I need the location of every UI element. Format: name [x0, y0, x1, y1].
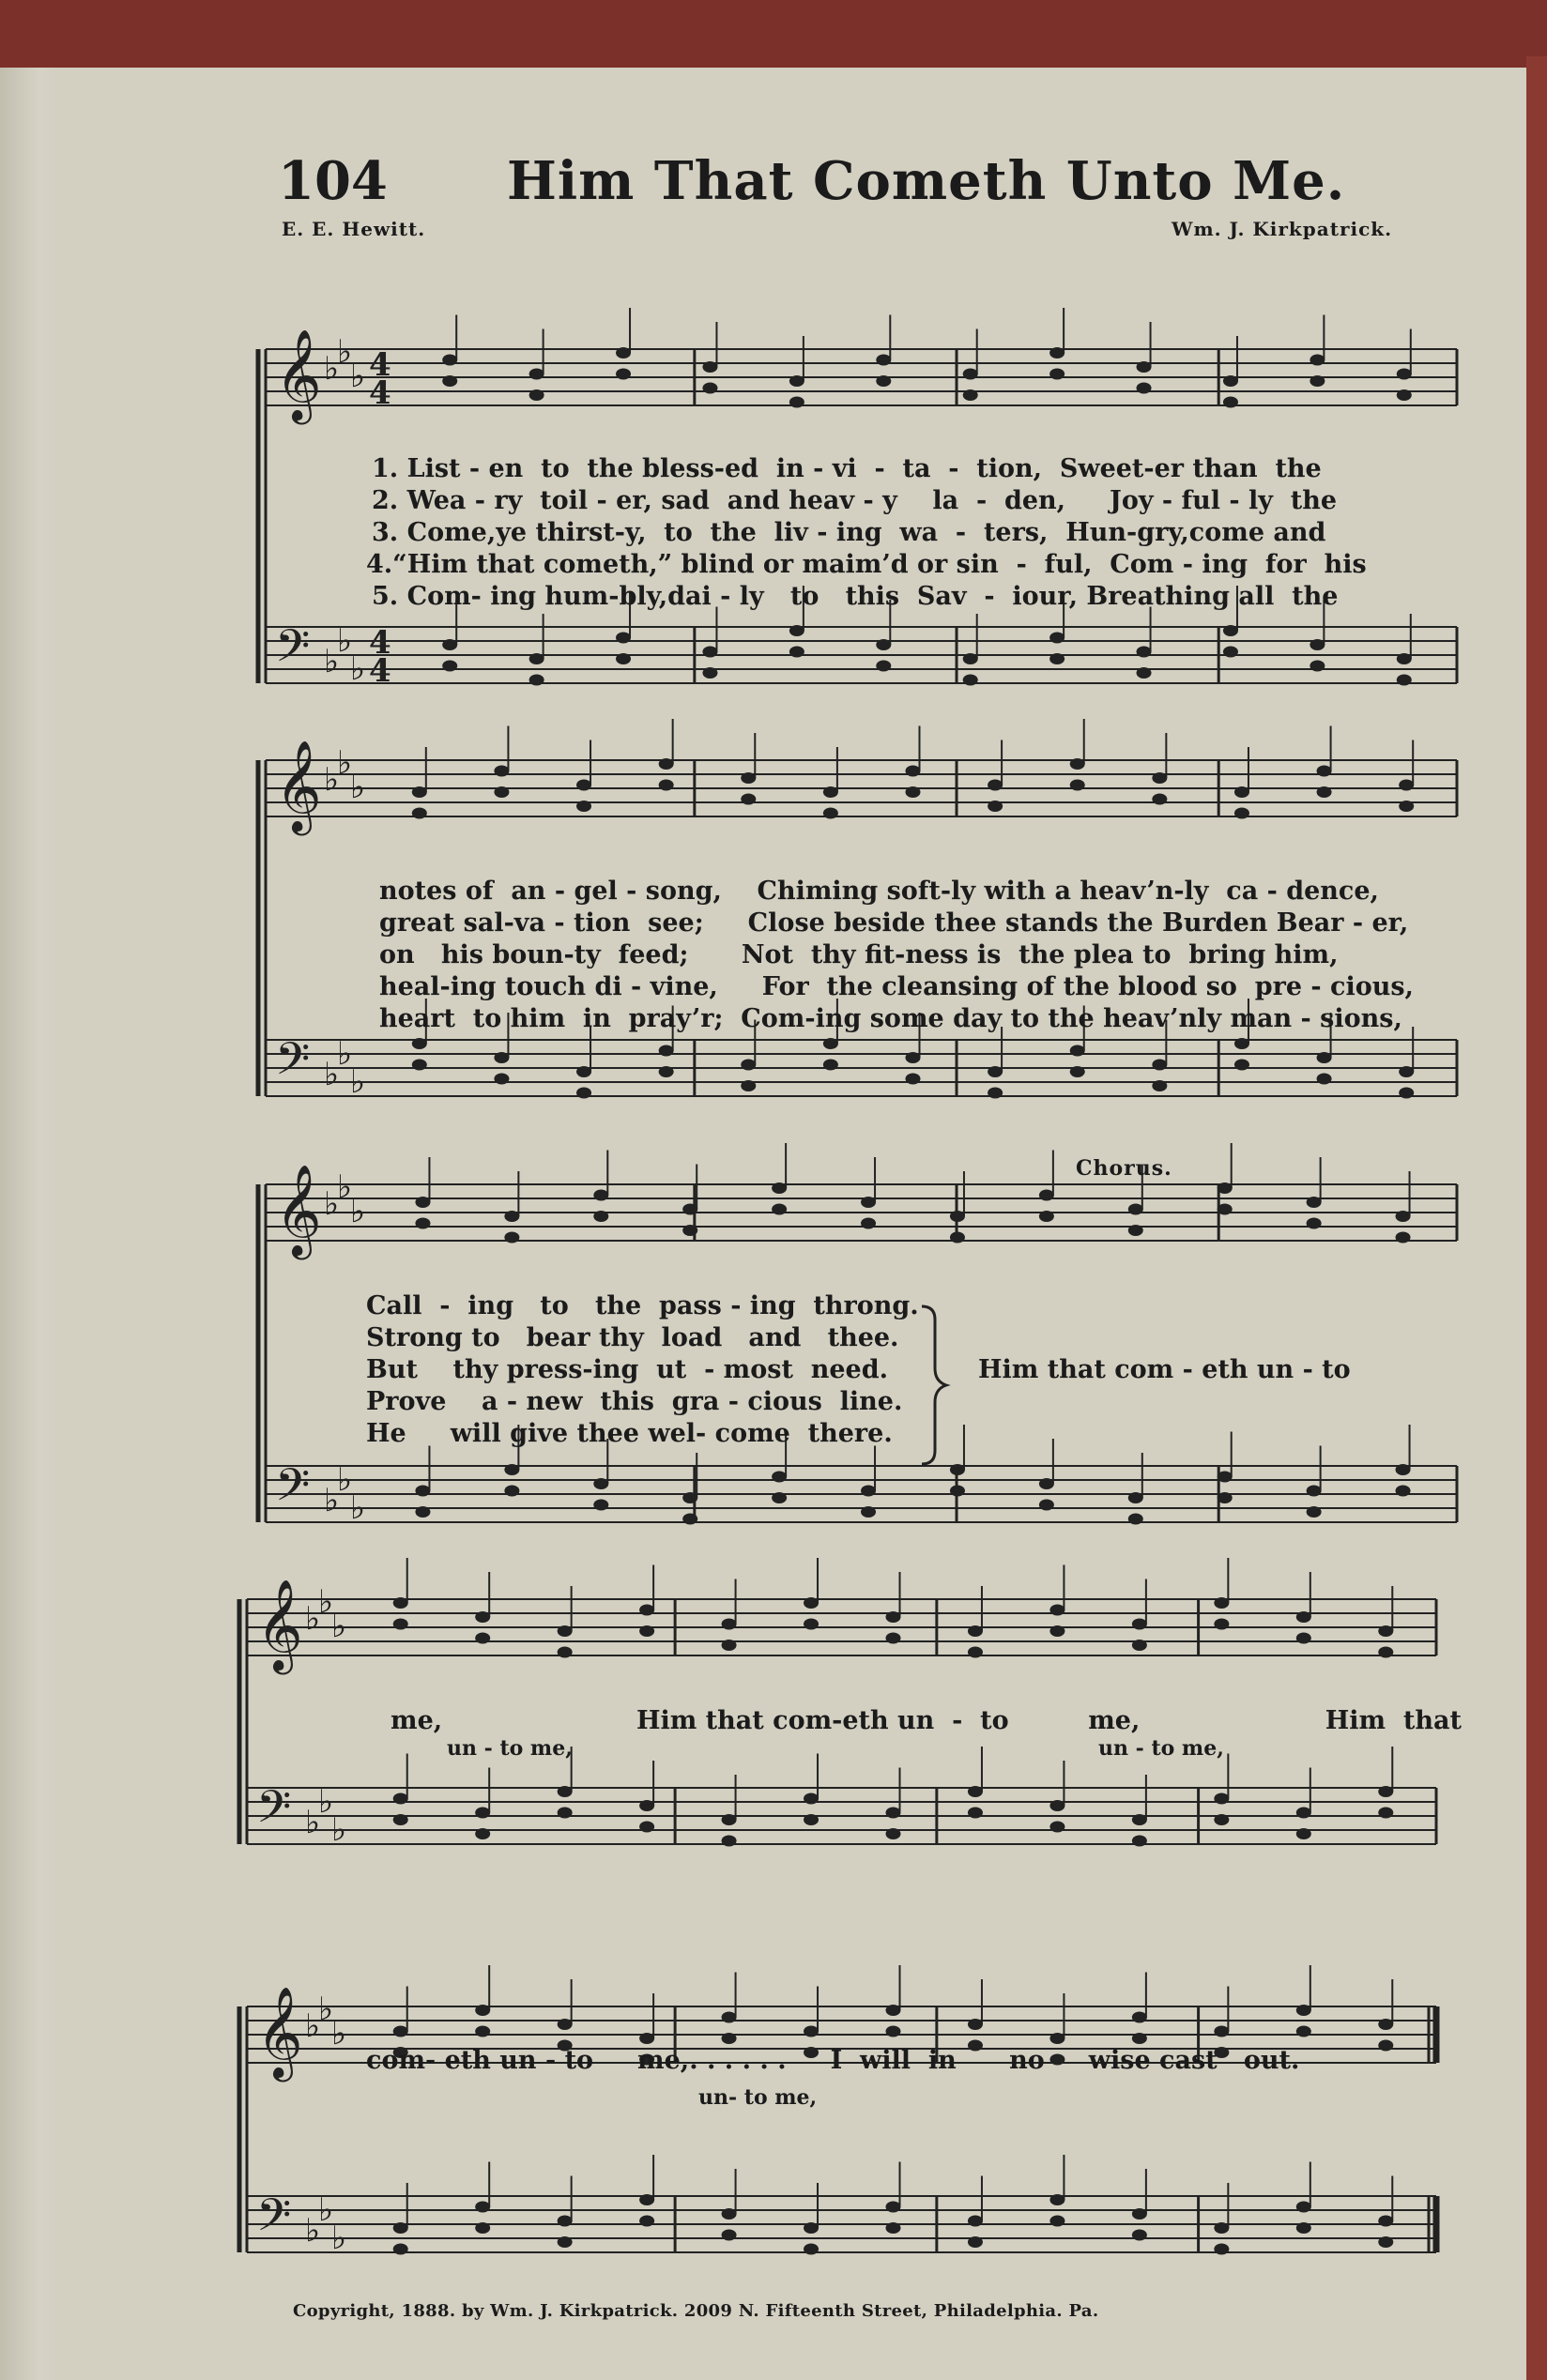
svg-text:♭: ♭: [331, 2015, 347, 2052]
svg-text:𝄞: 𝄞: [275, 328, 322, 420]
alto-echo-text: un - to me,: [1098, 1736, 1224, 1761]
svg-text:♭: ♭: [331, 1608, 347, 1645]
lyric-line: He will give thee wel- come there.: [366, 1419, 893, 1448]
svg-text:♭: ♭: [350, 1489, 366, 1527]
svg-text:♭: ♭: [324, 1185, 340, 1223]
copyright-notice: Copyright, 1888. by Wm. J. Kirkpatrick. 2009 N. Fifteenth Street, Philadelphia. Pa.: [293, 2301, 1099, 2321]
chorus-brace: [922, 1306, 946, 1464]
svg-text:♭: ♭: [337, 1461, 353, 1499]
svg-text:4: 4: [369, 374, 391, 412]
svg-text:𝄢: 𝄢: [256, 1780, 292, 1844]
svg-text:♭: ♭: [350, 1193, 366, 1230]
svg-text:♭: ♭: [331, 2220, 347, 2257]
svg-text:♭: ♭: [324, 761, 340, 799]
lyric-line: 4.“Him that cometh,” blind or maim’d or sin - ful, Com - ing for his: [366, 550, 1367, 579]
svg-text:♭: ♭: [318, 1783, 334, 1821]
lyric-line: 2. Wea - ry toil - er, sad and heav - y la - den, Joy - ful - ly the: [372, 486, 1338, 515]
lyric-line: But thy press-ing ut - most need.: [366, 1355, 888, 1384]
svg-text:𝄞: 𝄞: [256, 1579, 303, 1671]
svg-text:𝄞: 𝄞: [275, 740, 322, 831]
svg-text:𝄢: 𝄢: [256, 2189, 292, 2252]
composer-credit: Wm. J. Kirkpatrick.: [1172, 218, 1393, 240]
lyric-line: Call - ing to the pass - ing throng.: [366, 1291, 919, 1320]
svg-text:4: 4: [369, 652, 391, 690]
svg-text:♭: ♭: [350, 1063, 366, 1101]
lyric-line: on his boun-ty feed; Not thy fit-ness is the plea to bring him,: [379, 940, 1339, 969]
svg-text:4: 4: [369, 346, 391, 384]
svg-text:4: 4: [369, 624, 391, 662]
svg-text:♭: ♭: [337, 333, 353, 371]
svg-text:♭: ♭: [318, 2191, 334, 2229]
svg-text:♭: ♭: [324, 1482, 340, 1519]
lyric-line: Strong to bear thy load and thee.: [366, 1323, 899, 1352]
lyric-line: notes of an - gel - song, Chiming soft-ly with a heav’n-ly ca - dence,: [379, 877, 1379, 906]
svg-text:♭: ♭: [350, 769, 366, 806]
hymn-title: Him That Cometh Unto Me.: [507, 150, 1346, 212]
svg-text:♭: ♭: [331, 1811, 347, 1849]
svg-text:𝄢: 𝄢: [275, 1032, 311, 1096]
svg-text:♭: ♭: [305, 1600, 321, 1638]
svg-text:♭: ♭: [337, 622, 353, 660]
svg-text:♭: ♭: [350, 650, 366, 688]
svg-text:𝄞: 𝄞: [275, 1164, 322, 1256]
svg-text:♭: ♭: [305, 2007, 321, 2045]
lyric-line: Prove a - new this gra - cious line.: [366, 1387, 903, 1416]
alto-echo-text: un- to me,: [698, 2085, 818, 2110]
svg-text:♭: ♭: [318, 1583, 334, 1621]
svg-text:♭: ♭: [324, 1056, 340, 1093]
lyric-line: heart to him in pray’r; Com-ing some day to the heav’nly man - sions,: [379, 1004, 1402, 1033]
svg-text:♭: ♭: [337, 1168, 353, 1206]
lyric-line: 3. Come,ye thirst-y, to the liv - ing wa - ters, Hun-gry,come and: [372, 518, 1326, 547]
lyric-line: 5. Com- ing hum-bly,dai - ly to this Sav - iour, Breathing all the: [372, 582, 1339, 611]
author-credit: E. E. Hewitt.: [282, 218, 426, 240]
svg-text:♭: ♭: [324, 350, 340, 388]
lyric-line: great sal-va - tion see; Close beside thee stands the Burden Bear - er,: [379, 908, 1409, 938]
svg-text:♭: ♭: [337, 744, 353, 782]
chorus-lyric-line: me, Him that com-eth un - to me, Him that: [391, 1706, 1462, 1735]
svg-text:𝄢: 𝄢: [275, 1458, 311, 1522]
hymn-number: 104: [278, 150, 388, 212]
svg-text:♭: ♭: [350, 358, 366, 395]
chorus-refrain-text: Him that com - eth un - to: [978, 1355, 1351, 1384]
svg-text:♭: ♭: [305, 2212, 321, 2250]
chorus-lyric-line: com- eth un - to me,. . . . . . I will in no wise cast out.: [366, 2046, 1300, 2075]
lyric-line: 1. List - en to the bless-ed in - vi - ta - tion, Sweet-er than the: [372, 454, 1322, 483]
chorus-label: Chorus.: [1076, 1156, 1172, 1181]
svg-text:♭: ♭: [324, 643, 340, 680]
lyric-line: heal-ing touch di - vine, For the cleansing of the blood so pre - cious,: [379, 972, 1414, 1001]
svg-text:♭: ♭: [305, 1804, 321, 1841]
svg-text:𝄢: 𝄢: [275, 619, 311, 683]
svg-text:♭: ♭: [337, 1035, 353, 1073]
svg-text:𝄞: 𝄞: [256, 1986, 303, 2078]
alto-echo-text: un - to me,: [447, 1736, 573, 1761]
svg-text:♭: ♭: [318, 1991, 334, 2028]
